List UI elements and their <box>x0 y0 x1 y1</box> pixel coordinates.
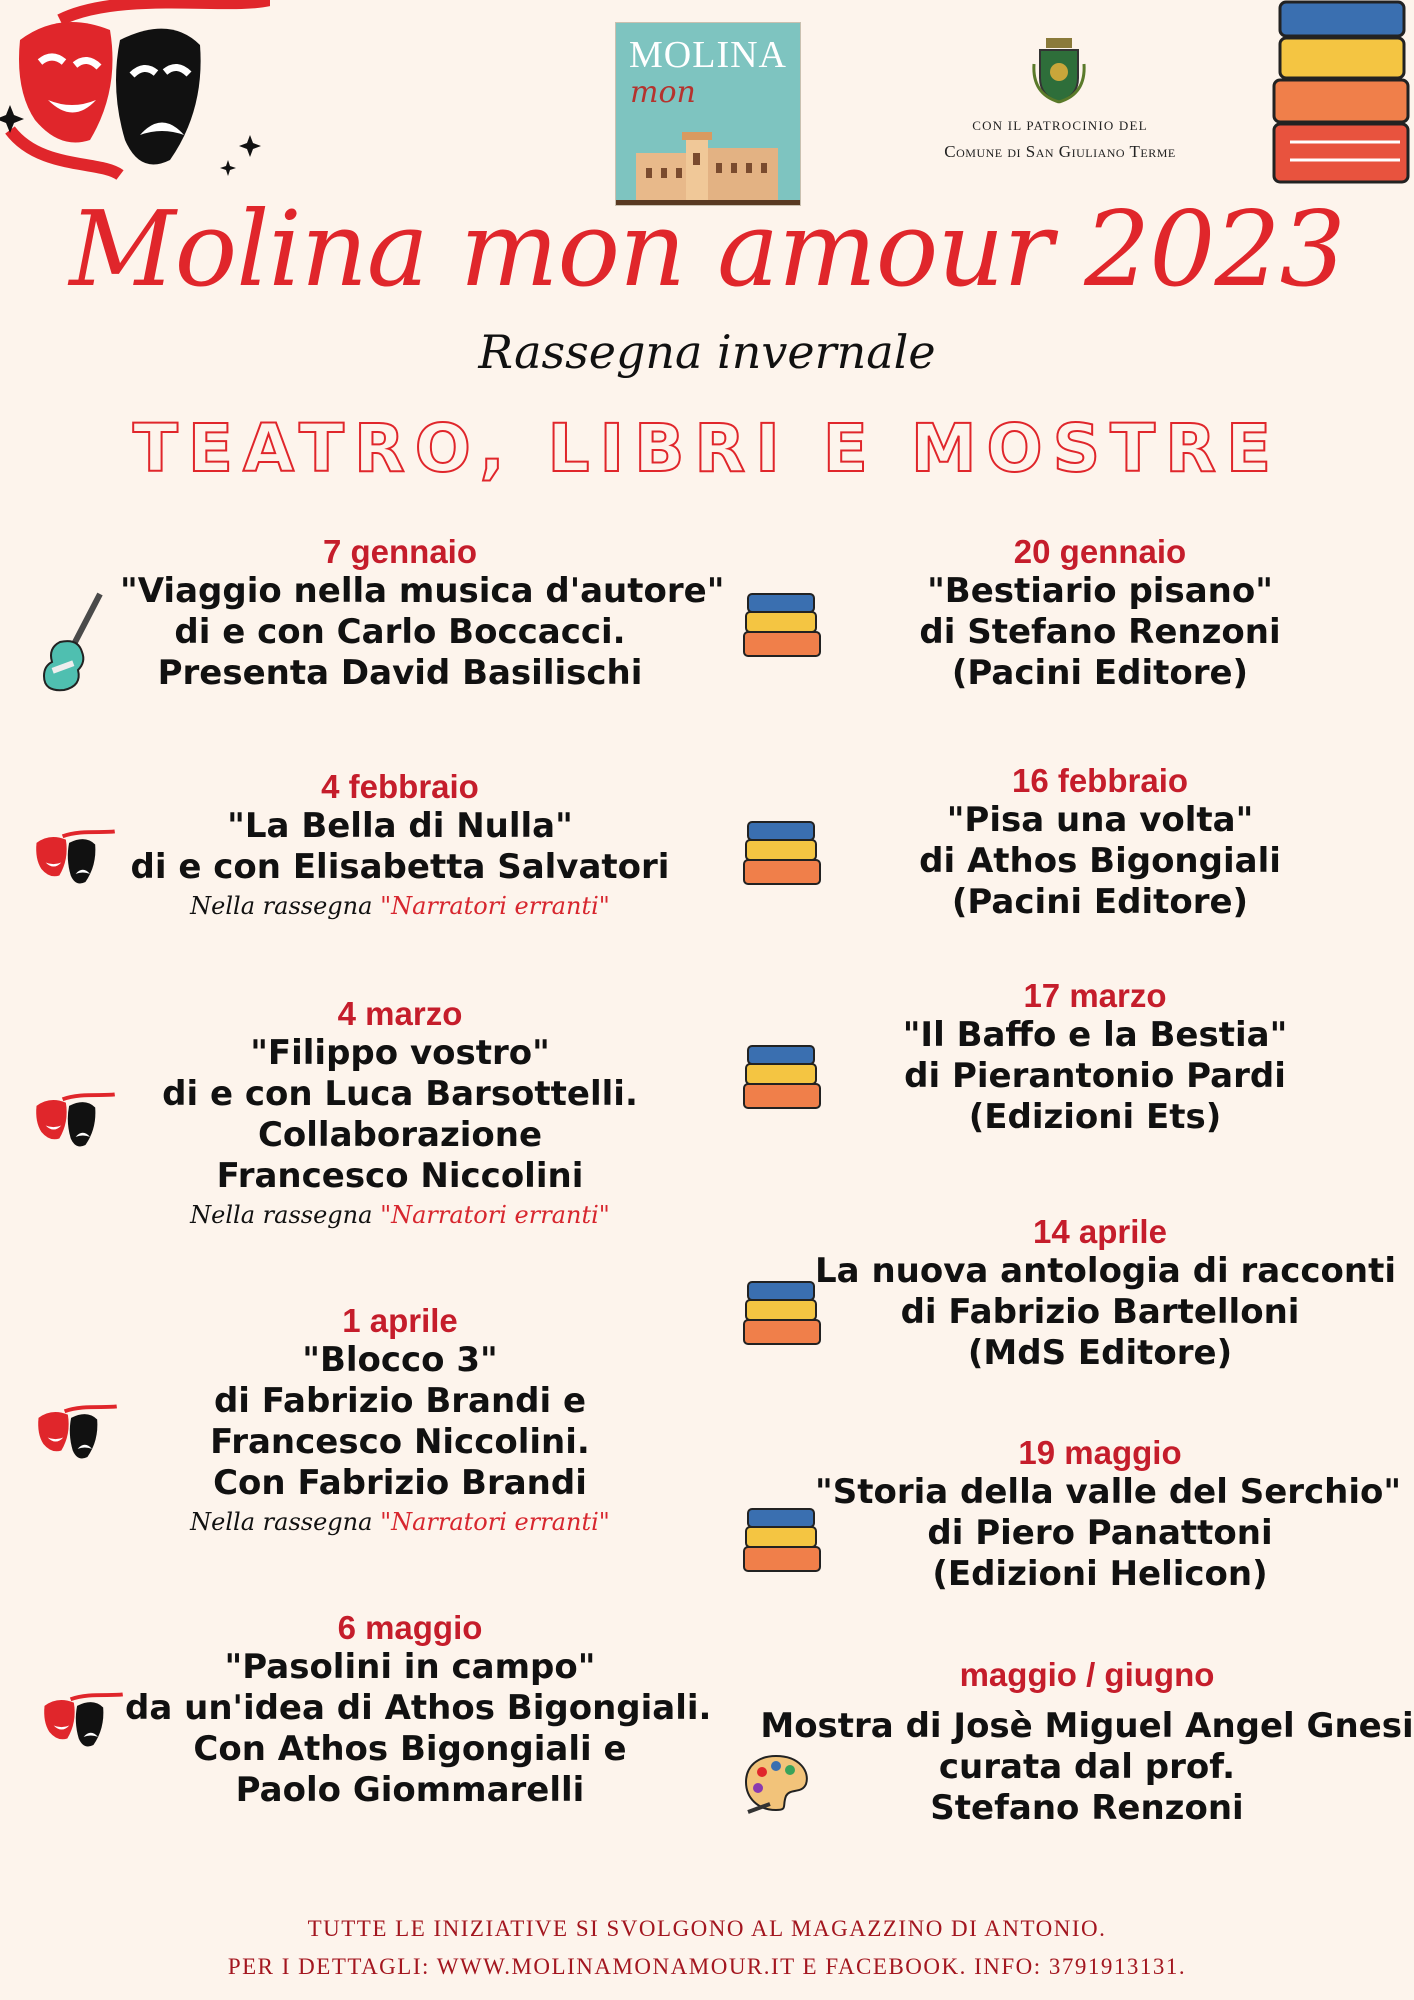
series-prefix: Nella rassegna <box>190 1508 373 1536</box>
series-name: "Narratori erranti" <box>380 1508 610 1536</box>
logo-subtitle: mon <box>630 75 696 110</box>
books-icon <box>742 590 824 660</box>
event-right-3 <box>815 977 1375 1138</box>
event-line: "Blocco 3" <box>302 1340 498 1380</box>
patronage-line-1: CON IL PATROCINIO DEL <box>972 118 1148 133</box>
event-line: Paolo Giommarelli <box>235 1770 585 1810</box>
series-name: "Narratori erranti" <box>380 1201 610 1229</box>
event-line: "Pasolini in campo" <box>224 1647 596 1687</box>
footer-note <box>0 1910 1414 1986</box>
event-date: 4 marzo <box>337 995 463 1032</box>
books-icon <box>742 1505 824 1575</box>
event-line: di Pierantonio Pardi <box>904 1056 1286 1096</box>
comune-crest-icon <box>1030 34 1088 104</box>
series-name: "Narratori erranti" <box>380 892 610 920</box>
event-left-1 <box>120 533 725 694</box>
event-date: 17 marzo <box>1023 977 1167 1014</box>
patronage-line-2: Comune di San Giuliano Terme <box>944 142 1176 161</box>
event-right-5 <box>815 1434 1402 1595</box>
event-line: da un'idea di Athos Bigongiali. <box>125 1688 712 1728</box>
event-line: Francesco Niccolini. <box>210 1422 590 1462</box>
event-left-5 <box>125 1609 712 1811</box>
event-line: Francesco Niccolini <box>216 1156 584 1196</box>
event-line: curata dal prof. <box>938 1747 1236 1787</box>
category-heading: TEATRO, LIBRI E MOSTRE <box>132 410 1282 487</box>
theatre-masks-icon <box>30 825 118 895</box>
theatre-masks-icon <box>32 1400 120 1470</box>
event-date: 20 gennaio <box>1013 533 1187 570</box>
event-date: 1 aprile <box>342 1302 458 1339</box>
molina-mon-amour-logo <box>615 22 801 206</box>
event-left-3 <box>120 995 680 1231</box>
event-date: maggio / giugno <box>959 1656 1215 1693</box>
guitar-icon <box>38 590 108 695</box>
event-line: di Fabrizio Brandi e <box>213 1381 587 1421</box>
series-note <box>120 1506 680 1538</box>
event-line: "Il Baffo e la Bestia" <box>902 1015 1288 1055</box>
event-line: "Viaggio nella musica d'autore" <box>120 571 725 611</box>
page-title: Molina mon amour 2023 <box>69 188 1345 310</box>
theatre-masks-icon <box>30 1088 118 1158</box>
event-line: (Pacini Editore) <box>951 882 1249 922</box>
event-line: "Pisa una volta" <box>946 800 1254 840</box>
series-prefix: Nella rassegna <box>190 1201 373 1229</box>
event-line: Con Athos Bigongiali e <box>193 1729 627 1769</box>
event-line: di Piero Panattoni <box>927 1513 1273 1553</box>
event-line: Collaborazione <box>257 1115 543 1155</box>
event-line: (Edizioni Ets) <box>968 1097 1222 1137</box>
series-prefix: Nella rassegna <box>190 892 373 920</box>
event-line: (Pacini Editore) <box>951 653 1249 693</box>
event-right-1 <box>820 533 1380 694</box>
event-right-6 <box>760 1656 1414 1829</box>
books-icon <box>742 818 824 888</box>
event-right-4 <box>815 1213 1397 1374</box>
footer-line-2: PER I DETTAGLI: WWW.MOLINAMONAMOUR.IT E FACEBOOK. INFO: 3791913131. <box>227 1954 1187 1979</box>
event-line: Presenta David Basilischi <box>157 653 643 693</box>
books-stack-icon <box>1270 0 1414 195</box>
event-date: 19 maggio <box>1018 1434 1182 1471</box>
page-subtitle: Rassegna invernale <box>478 325 936 379</box>
event-line: di e con Elisabetta Salvatori <box>130 847 670 887</box>
theatre-masks-icon <box>38 1688 126 1758</box>
patronage-note <box>880 118 1240 162</box>
event-line: (MdS Editore) <box>967 1333 1233 1373</box>
event-line: "Bestiario pisano" <box>927 571 1273 611</box>
theatre-masks-icon <box>0 0 270 185</box>
event-line: La nuova antologia di racconti <box>815 1251 1397 1291</box>
event-line: di e con Carlo Boccacci. <box>174 612 626 652</box>
event-line: di Fabrizio Bartelloni <box>900 1292 1300 1332</box>
series-note <box>120 1199 680 1231</box>
event-line: di Stefano Renzoni <box>919 612 1281 652</box>
event-line: Con Fabrizio Brandi <box>213 1463 587 1503</box>
event-right-2 <box>820 762 1380 923</box>
event-line: Stefano Renzoni <box>930 1788 1244 1828</box>
event-line: di Athos Bigongiali <box>919 841 1281 881</box>
event-date: 6 maggio <box>337 1609 483 1646</box>
event-date: 14 aprile <box>1033 1213 1167 1250</box>
books-icon <box>742 1042 824 1112</box>
event-line: "La Bella di Nulla" <box>227 806 573 846</box>
event-line: (Edizioni Helicon) <box>932 1554 1268 1594</box>
palette-icon <box>742 1752 812 1814</box>
event-line: Mostra di Josè Miguel Angel Gnesi <box>760 1706 1414 1746</box>
event-date: 4 febbraio <box>321 768 479 805</box>
books-icon <box>742 1278 824 1348</box>
event-date: 7 gennaio <box>322 533 478 570</box>
series-note <box>120 890 680 922</box>
event-date: 16 febbraio <box>1011 762 1189 799</box>
event-left-2 <box>120 768 680 922</box>
event-line: "Storia della valle del Serchio" <box>815 1472 1402 1512</box>
event-line: di e con Luca Barsottelli. <box>162 1074 638 1114</box>
footer-line-1: TUTTE LE INIZIATIVE SI SVOLGONO AL MAGAZZINO DI ANTONIO. <box>307 1916 1107 1941</box>
event-line: "Filippo vostro" <box>250 1033 550 1073</box>
logo-title: MOLINA <box>629 34 787 76</box>
event-left-4 <box>120 1302 680 1538</box>
